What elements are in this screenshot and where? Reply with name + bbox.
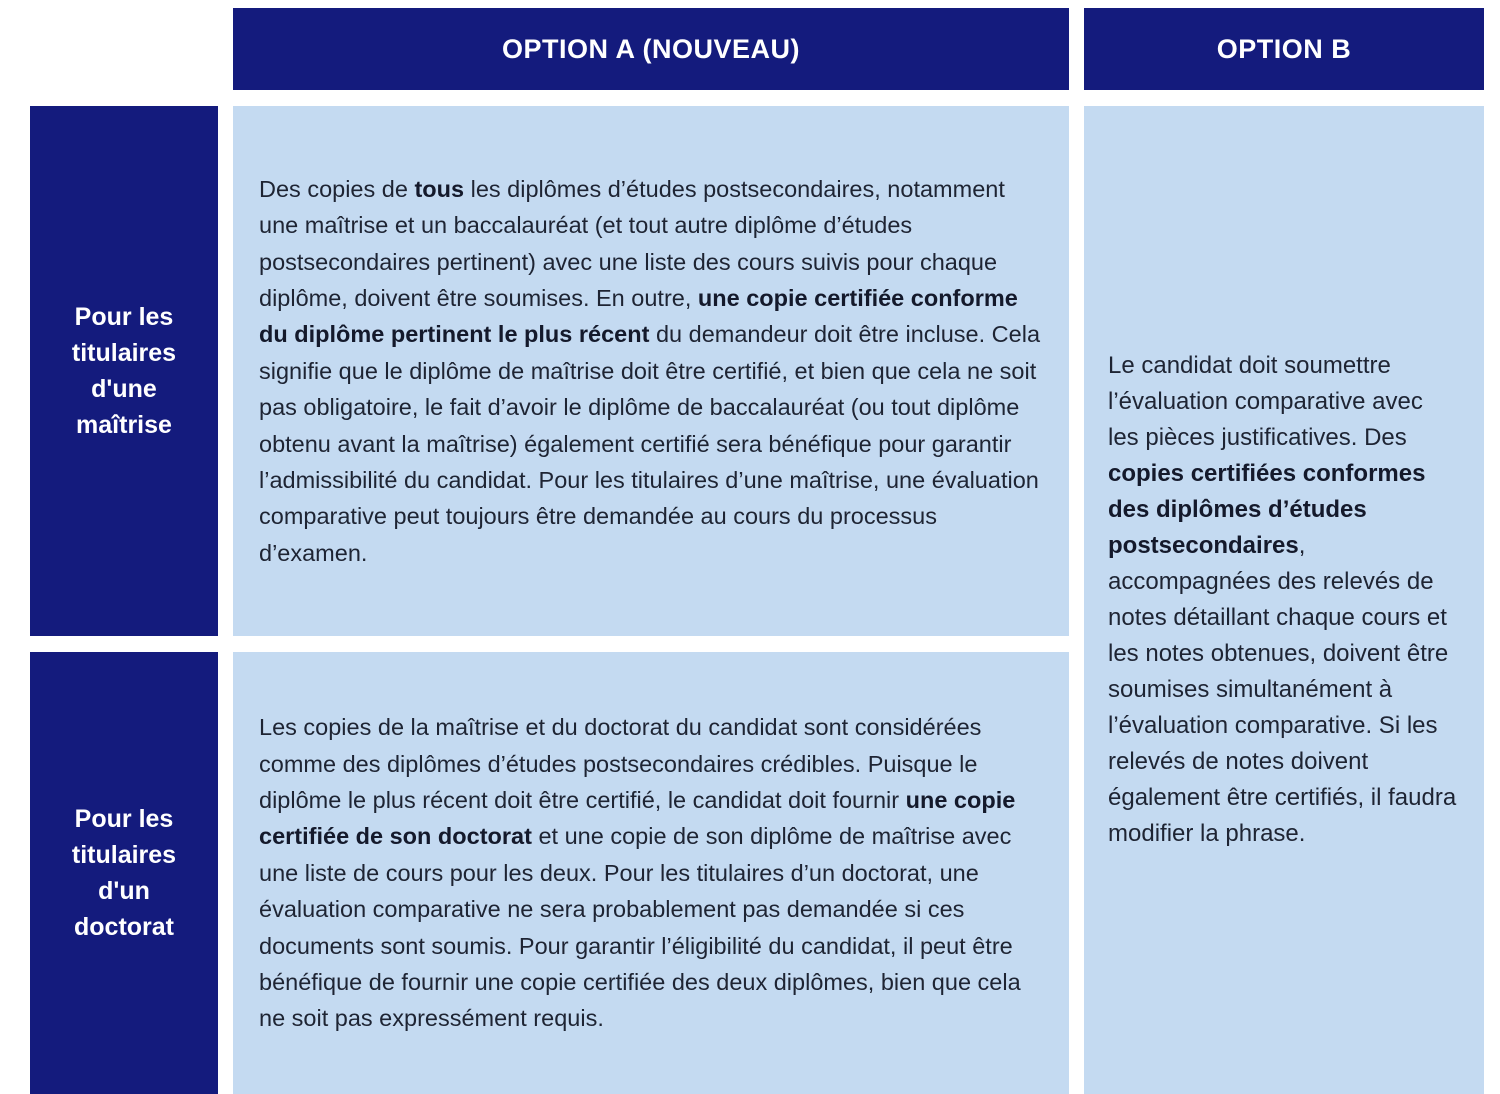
column-header-option-b: [1084, 8, 1484, 90]
cell-option-b-text: Le candidat doit soumettre l’évaluation comparative avec les pièces justificatives. Des copies certifiées conformes des diplômes d’études postsecondaires, accompagnées des relevés de notes détaillant chaque cours et les notes obtenues, doivent être soumises simultanément à l’évaluation comparative. Si les relevés de notes doivent également être certifiés, il faudra modifier la phrase.: [1108, 352, 1457, 847]
row-header-maitrise: [30, 106, 218, 636]
row-header-doctorat: [30, 652, 218, 1094]
cell-option-a-doctorat-text: Les copies de la maîtrise et du doctorat du candidat sont considérées comme des diplômes d’études postsecondaires crédibles. Puisque le diplôme le plus récent doit être certifié, le candidat doit fournir une copie certifiée de son doctorat et une copie de son diplôme de maîtrise avec une liste de cours pour les deux. Pour les titulaires d’un doctorat, une évaluation comparative ne sera probablement pas demandée si ces documents sont soumis. Pour garantir l’éligibilité du candidat, il peut être bénéfique de fournir une copie certifiée des deux diplômes, bien que cela ne soit pas expressément requis.: [259, 714, 1021, 1032]
column-header-option-a-label: OPTION A (NOUVEAU): [502, 33, 800, 64]
cell-option-a-maitrise-text: Des copies de tous les diplômes d’études postsecondaires, notamment une maîtrise et un baccalauréat (et tout autre diplôme d’études postsecondaires pertinent) avec une liste des cours suivis pour chaque diplôme, doivent être soumises. En outre, une copie certifiée conforme du diplôme pertinent le plus récent du demandeur doit être incluse. Cela signifie que le diplôme de maîtrise doit être certifié, et bien que cela ne soit pas obligatoire, le fait d’avoir le diplôme de baccalauréat (ou tout diplôme obtenu avant la maîtrise) également certifié sera bénéfique pour garantir l’admissibilité du candidat. Pour les titulaires d’une maîtrise, une évaluation comparative peut toujours être demandée au cours du processus d’examen.: [259, 175, 1041, 566]
column-header-option-a: [233, 8, 1069, 90]
cell-option-a-doctorat: [233, 652, 1069, 1094]
table-corner-spacer: [30, 8, 218, 90]
cell-option-b: [1084, 106, 1484, 1094]
row-header-doctorat-label: Pour les titulaires d'un doctorat: [71, 804, 177, 942]
column-header-option-b-label: OPTION B: [1216, 33, 1352, 64]
cell-option-a-maitrise: [233, 106, 1069, 636]
row-header-maitrise-label: Pour les titulaires d'une maîtrise: [71, 302, 177, 440]
